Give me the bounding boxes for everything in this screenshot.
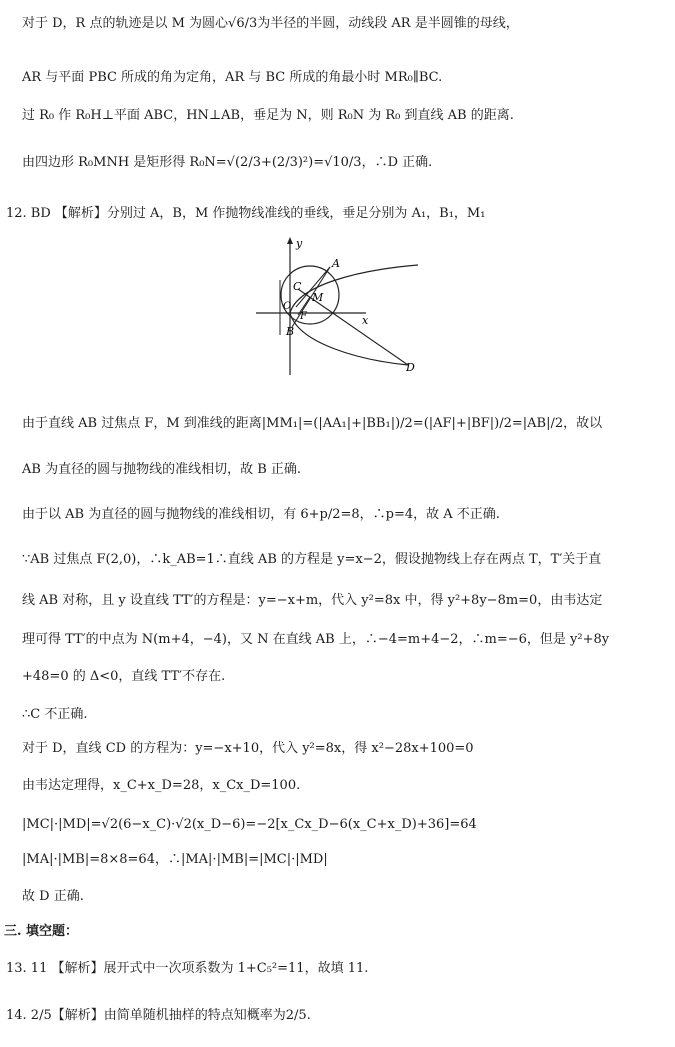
text-line: |MC|·|MD|=√2(6−x_C)·√2(x_D−6)=−2[x_Cx_D−6(x_C+x_D)+36]=64 <box>22 817 477 832</box>
line-ab <box>292 267 330 327</box>
label-x: x <box>362 314 369 327</box>
question-13: 13. 11 【解析】展开式中一次项系数为 1+C₅²=11，故填 11. <box>6 961 369 976</box>
text-line: AR 与平面 PBC 所成的角为定角，AR 与 BC 所成的角最小时 MR₀∥BC. <box>22 70 443 85</box>
text-line: AB 为直径的圆与抛物线的准线相切，故 B 正确. <box>22 462 302 477</box>
text-line: 由于直线 AB 过焦点 F，M 到准线的距离|MM₁|=(|AA₁|+|BB₁|)/2=(|AF|+|BF|)/2=|AB|/2，故以 <box>22 416 603 431</box>
label-c: C <box>293 280 302 293</box>
section-heading-fill-in: 三. 填空题： <box>4 924 79 939</box>
label-m: M <box>312 291 324 304</box>
parabola-curve <box>290 265 418 365</box>
text-line: 由于以 AB 为直径的圆与抛物线的准线相切，有 6+p/2=8，∴p=4，故 A 不正确. <box>22 507 500 522</box>
y-axis-arrow <box>287 237 293 244</box>
question-12-heading: 12. BD 【解析】分别过 A，B，M 作抛物线准线的垂线，垂足分别为 A₁，B₁，M₁ <box>6 206 486 221</box>
label-b: B <box>286 325 295 338</box>
label-y: y <box>296 237 303 250</box>
label-o: O <box>283 301 292 312</box>
label-a: A <box>332 257 340 270</box>
text-line: 由四边形 R₀MNH 是矩形得 R₀N=√(2/3+(2/3)²)=√10/3，∴D 正确. <box>22 155 433 170</box>
text-line: 过 R₀ 作 R₀H⊥平面 ABC，HN⊥AB，垂足为 N，则 R₀N 为 R₀ 到直线 AB 的距离. <box>22 108 514 123</box>
text-line: 对于 D，直线 CD 的方程为：y=−x+10，代入 y²=8x，得 x²−28x+100=0 <box>22 741 474 756</box>
text-line: ∵AB 过焦点 F(2,0)，∴k_AB=1∴直线 AB 的方程是 y=x−2，假设抛物线上存在两点 T，T′关于直 <box>22 552 602 567</box>
text-line: 对于 D，R 点的轨迹是以 M 为圆心√6/3为半径的半圆，动线段 AR 是半圆锥的母线， <box>22 16 519 31</box>
text-line: |MA|·|MB|=8×8=64，∴|MA|·|MB|=|MC|·|MD| <box>22 852 328 867</box>
label-d: D <box>406 361 415 374</box>
label-f: F <box>300 311 307 322</box>
text-line: 由韦达定理得，x_C+x_D=28，x_Cx_D=100. <box>22 778 301 793</box>
text-line: ∴C 不正确. <box>22 707 88 722</box>
text-line: 故 D 正确. <box>22 889 84 904</box>
text-line: +48=0 的 Δ<0，直线 TT′不存在. <box>22 669 226 684</box>
text-line: 理可得 TT′的中点为 N(m+4，−4)，又 N 在直线 AB 上，∴−4=m+4−2，∴m=−6，但是 y²+8y <box>22 632 610 647</box>
question-14: 14. 2/5【解析】由简单随机抽样的特点知概率为2/5. <box>6 1008 311 1023</box>
parabola-figure <box>248 235 428 385</box>
text-line: 线 AB 对称，且 y 设直线 TT′的方程是：y=−x+m，代入 y²=8x 中，得 y²+8y−8m=0，由韦达定 <box>22 593 603 608</box>
